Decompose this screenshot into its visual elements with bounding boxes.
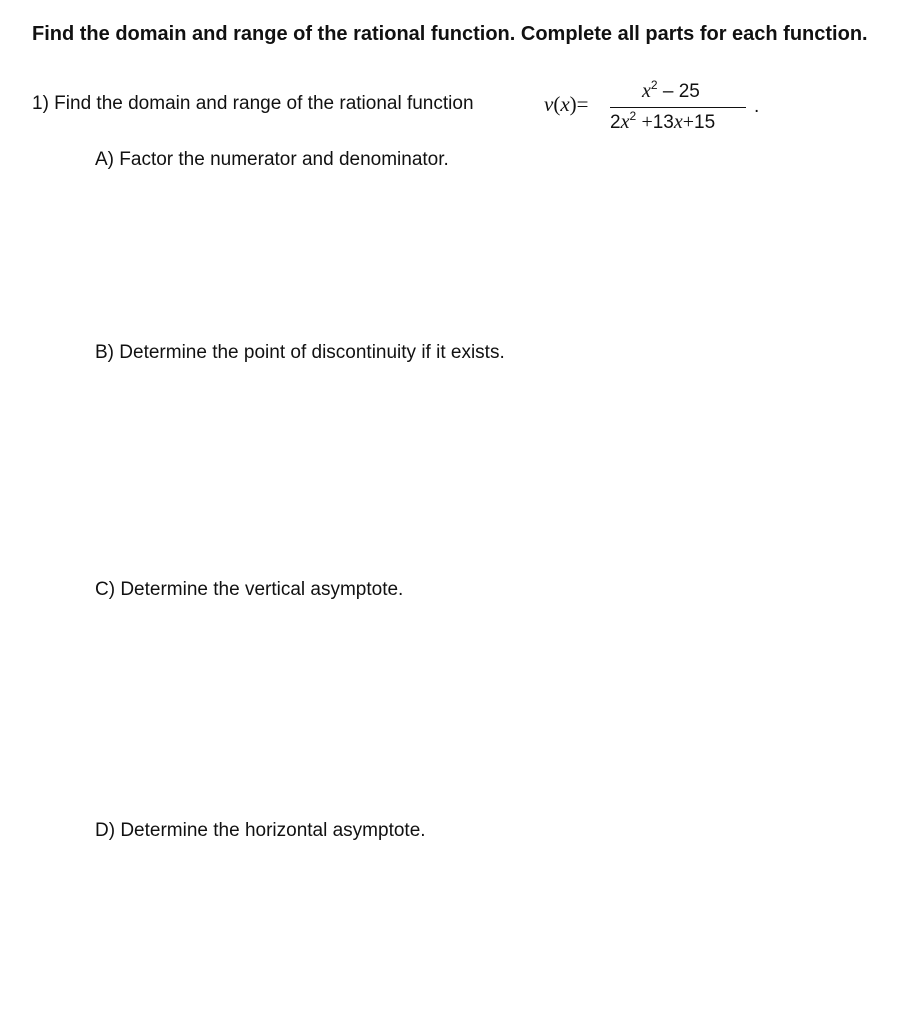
numerator <box>642 80 700 103</box>
numerator-variable: x <box>642 80 651 102</box>
denominator-coefficient: 2 <box>610 112 621 133</box>
denominator-term2-coefficient: 13 <box>652 112 674 133</box>
numerator-constant: 25 <box>678 81 700 102</box>
part-b-prompt: B) Determine the point of discontinuity if it exists. <box>95 342 505 363</box>
denominator-exponent: 2 <box>629 109 637 123</box>
denominator <box>610 111 715 134</box>
numerator-exponent: 2 <box>650 78 658 92</box>
denominator-variable: x <box>620 111 630 133</box>
part-d-prompt: D) Determine the horizontal asymptote. <box>95 820 426 841</box>
numerator-operator: – <box>662 81 674 102</box>
denominator-constant: 15 <box>694 112 716 133</box>
instructions-heading: Find the domain and range of the rational function. Complete all parts for each function. <box>32 23 868 45</box>
question-1 <box>32 78 892 138</box>
fraction-bar <box>610 107 746 108</box>
equals-sign: = <box>576 92 589 116</box>
denominator-operator-1: + <box>641 111 653 133</box>
denominator-operator-2: + <box>682 111 695 133</box>
part-a-prompt: A) Factor the numerator and denominator. <box>95 149 449 170</box>
question-period: . <box>754 96 760 117</box>
part-c-prompt: C) Determine the vertical asymptote. <box>95 579 404 600</box>
denominator-term2-variable: x <box>673 111 683 133</box>
function-name: v <box>544 92 554 116</box>
question-text: 1) Find the domain and range of the rational function <box>32 93 474 114</box>
rational-expression <box>606 78 746 138</box>
function-variable: x <box>560 92 570 116</box>
function-notation: v(x)= <box>544 92 589 116</box>
